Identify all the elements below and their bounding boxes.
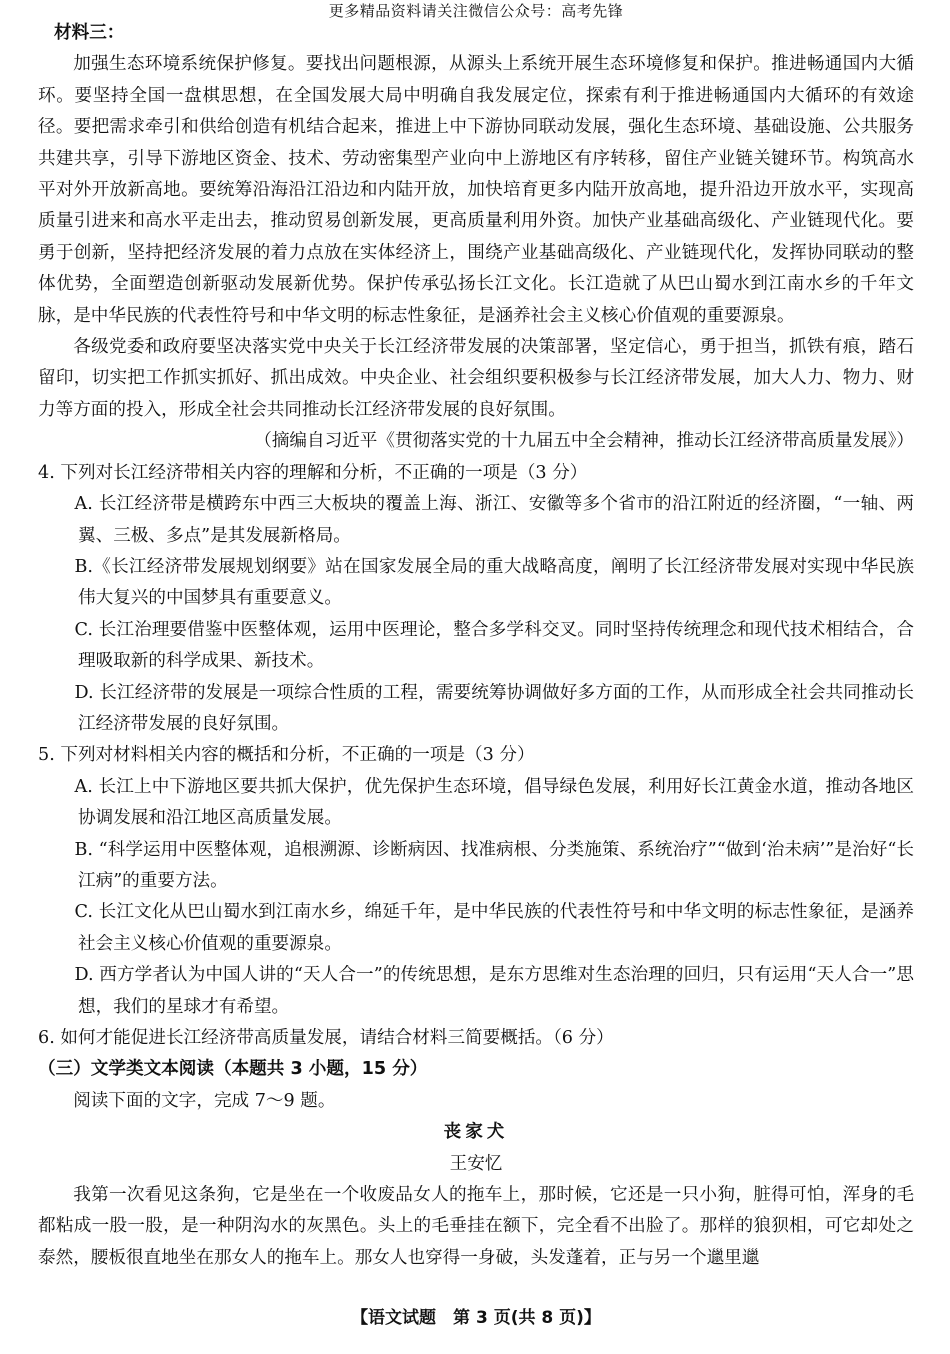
exam-page	[38, 0, 914, 1354]
page-footer: 【语文试题 第 3 页(共 8 页)】	[351, 1308, 601, 1328]
question-stem: 6. 如何才能促进长江经济带高质量发展，请结合材料三简要概括。（6 分）	[38, 1028, 614, 1048]
question-option: A. 长江上中下游地区要共抓大保护，优先保护生态环境，倡导绿色发展，利用好长江黄金水道，推动各地区协调发展和沿江地区高质量发展。	[74, 776, 914, 829]
section-heading: （三）文学类文本阅读（本题共 3 小题，15 分）	[38, 1059, 428, 1080]
page-content	[38, 18, 914, 1274]
question-option: B.《长江经济带发展规划纲要》站在国家发展全局的重大战略高度，阐明了长江经济带发展对实现中华民族伟大复兴的中国梦具有重要意义。	[74, 556, 914, 609]
material-paragraph: 加强生态环境系统保护修复。要找出问题根源，从源头上系统开展生态环境修复和保护。推进畅通国内大循环。要坚持全国一盘棋思想，在全国发展大局中明确自我发展定位，探索有利于推进畅通国内大循环的有效途径。要把需求牵引和供给创造有机结合起来，推进上中下游协同联动发展，强化生态环境、基础设施、公共服务共建共享，引导下游地区资金、技术、劳动密集型产业向中上游地区有序转移，留住产业链关键环节。构筑高水平对外开放新高地。要统筹沿海沿江沿边和内陆开放，加快培育更多内陆开放高地，提升沿边开放水平，实现高质量引进来和高水平走出去，推动贸易创新发展，更高质量利用外资。加快产业基础高级化、产业链现代化。要勇于创新，坚持把经济发展的着力点放在实体经济上，围绕产业基础高级化、产业链现代化，发挥协同联动的整体优势，全面塑造创新驱动发展新优势。保护传承弘扬长江文化。长江造就了从巴山蜀水到江南水乡的千年文脉，是中华民族的代表性符号和中华文明的标志性象征，是涵养社会主义核心价值观的重要源泉。	[38, 54, 914, 326]
question-option: C. 长江文化从巴山蜀水到江南水乡，绵延千年，是中华民族的代表性符号和中华文明的标志性象征，是涵养社会主义核心价值观的重要源泉。	[74, 902, 914, 954]
question-option: D. 西方学者认为中国人讲的“天人合一”的传统思想，是东方思维对生态治理的回归，只有运用“天人合一”思想，我们的星球才有希望。	[74, 965, 914, 1017]
story-author: 王安忆	[449, 1153, 503, 1174]
story-paragraph: 我第一次看见这条狗，它是坐在一个收废品女人的拖车上，那时候，它还是一只小狗，脏得可怕，浑身的毛都粘成一股一股，是一种阴沟水的灰黑色。头上的毛垂挂在额下，完全看不出脸了。那样的狼狈相，可它却处之泰然，腰板很直地坐在那女人的拖车上。那女人也穿得一身破，头发蓬着，正与另一个邋里邋	[38, 1185, 914, 1268]
question-stem: 5. 下列对材料相关内容的概括和分析，不正确的一项是（3 分）	[38, 745, 535, 766]
section-instruction: 阅读下面的文字，完成 7～9 题。	[73, 1090, 336, 1111]
material-paragraph: 各级党委和政府要坚决落实党中央关于长江经济带发展的决策部署，坚定信心，勇于担当，抓铁有痕，踏石留印，切实把工作抓实抓好、抓出成效。中央企业、社会组织要积极参与长江经济带发展，加大人力、物力、财力等方面的投入，形成全社会共同推动长江经济带发展的良好氛围。	[38, 337, 914, 420]
header-note: 更多精品资料请关注微信公众号：高考先锋	[328, 2, 624, 20]
question-stem: 4. 下列对长江经济带相关内容的理解和分析，不正确的一项是（3 分）	[38, 462, 588, 483]
question-option: C. 长江治理要借鉴中医整体观，运用中医理论，整合多学科交叉。同时坚持传统理念和现代技术相结合，合理吸取新的科学成果、新技术。	[74, 619, 914, 672]
question-option: B. “科学运用中医整体观，追根溯源、诊断病因、找准病根、分类施策、系统治疗”“做到‘治未病’”是治好“长江病”的重要方法。	[74, 839, 914, 891]
question-option: D. 长江经济带的发展是一项综合性质的工程，需要统筹协调做好多方面的工作，从而形成全社会共同推动长江经济带发展的良好氛围。	[74, 682, 914, 734]
story-title: 丧家犬	[443, 1122, 509, 1143]
question-option: A. 长江经济带是横跨东中西三大板块的覆盖上海、浙江、安徽等多个省市的沿江附近的经济圈，“一轴、两翼、三极、多点”是其发展新格局。	[74, 494, 914, 546]
material-source: （摘编自习近平《贯彻落实党的十九届五中全会精神，推动长江经济带高质量发展》）	[254, 431, 914, 452]
material-title: 材料三：	[54, 23, 125, 43]
